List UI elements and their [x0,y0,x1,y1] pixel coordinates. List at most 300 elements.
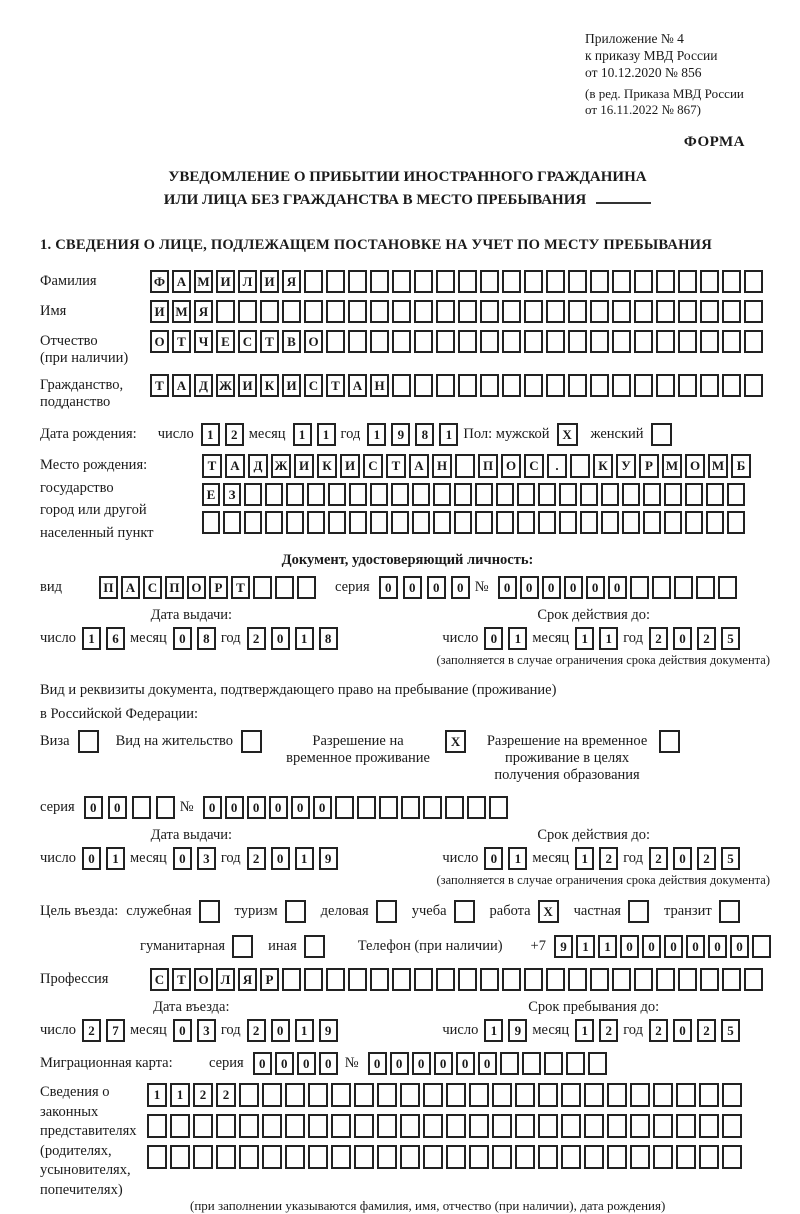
char-cell[interactable] [546,330,565,353]
char-cell[interactable]: И [294,454,314,478]
char-cell[interactable] [379,796,398,819]
char-cell[interactable] [634,374,653,397]
char-cell[interactable] [423,1083,443,1107]
char-cell[interactable] [414,968,433,991]
char-cell[interactable] [455,454,475,478]
char-cell[interactable] [223,511,241,534]
char-cell[interactable]: 1 [317,423,336,446]
char-cell[interactable] [328,483,346,506]
char-cell[interactable]: 1 [575,627,594,650]
char-cell[interactable] [538,1145,558,1169]
char-cell[interactable] [744,374,763,397]
char-cell[interactable]: 0 [520,576,539,599]
char-cell[interactable] [454,483,472,506]
char-cell[interactable] [326,270,345,293]
char-cell[interactable] [727,483,745,506]
char-cell[interactable]: О [304,330,323,353]
char-cell[interactable] [391,483,409,506]
char-cell[interactable]: 2 [697,847,716,870]
char-cell[interactable]: А [348,374,367,397]
char-cell[interactable]: . [547,454,567,478]
char-cell[interactable]: 0 [412,1052,431,1075]
char-cell[interactable] [458,300,477,323]
char-cell[interactable] [193,1114,213,1138]
char-cell[interactable] [132,796,151,819]
char-cell[interactable] [414,374,433,397]
char-cell[interactable] [696,576,715,599]
residence-permit-checkbox[interactable] [241,730,262,753]
char-cell[interactable] [568,330,587,353]
char-cell[interactable] [643,511,661,534]
char-cell[interactable]: 8 [415,423,434,446]
char-cell[interactable] [392,374,411,397]
char-cell[interactable] [678,330,697,353]
char-cell[interactable]: Л [238,270,257,293]
char-cell[interactable]: 0 [608,576,627,599]
char-cell[interactable]: 0 [427,576,446,599]
char-cell[interactable] [678,300,697,323]
char-cell[interactable] [515,1083,535,1107]
char-cell[interactable]: 2 [649,627,668,650]
char-cell[interactable] [700,968,719,991]
char-cell[interactable] [678,374,697,397]
char-cell[interactable] [612,330,631,353]
char-cell[interactable]: Р [639,454,659,478]
char-cell[interactable]: 0 [313,796,332,819]
char-cell[interactable] [193,1145,213,1169]
char-cell[interactable] [502,374,521,397]
char-cell[interactable] [722,1114,742,1138]
char-cell[interactable] [664,511,682,534]
char-cell[interactable]: 0 [664,935,683,958]
char-cell[interactable] [348,300,367,323]
char-cell[interactable] [524,270,543,293]
char-cell[interactable] [524,374,543,397]
char-cell[interactable] [634,300,653,323]
char-cell[interactable]: Е [202,483,220,506]
char-cell[interactable]: Т [386,454,406,478]
char-cell[interactable]: Я [282,270,301,293]
char-cell[interactable] [744,330,763,353]
char-cell[interactable]: 9 [391,423,410,446]
char-cell[interactable] [676,1083,696,1107]
char-cell[interactable] [392,968,411,991]
char-cell[interactable] [656,330,675,353]
char-cell[interactable] [722,300,741,323]
char-cell[interactable] [676,1145,696,1169]
char-cell[interactable]: А [172,270,191,293]
char-cell[interactable]: Т [172,968,191,991]
char-cell[interactable] [436,330,455,353]
char-cell[interactable]: 0 [484,847,503,870]
char-cell[interactable] [370,511,388,534]
char-cell[interactable]: Ф [150,270,169,293]
char-cell[interactable] [285,1114,305,1138]
char-cell[interactable]: П [478,454,498,478]
char-cell[interactable] [400,1083,420,1107]
char-cell[interactable] [348,968,367,991]
char-cell[interactable] [331,1114,351,1138]
char-cell[interactable] [538,1083,558,1107]
char-cell[interactable]: 0 [708,935,727,958]
char-cell[interactable]: 0 [686,935,705,958]
char-cell[interactable]: 0 [478,1052,497,1075]
char-cell[interactable]: 5 [721,847,740,870]
char-cell[interactable] [566,1052,585,1075]
char-cell[interactable] [238,300,257,323]
char-cell[interactable] [653,1114,673,1138]
char-cell[interactable] [656,270,675,293]
char-cell[interactable] [282,968,301,991]
char-cell[interactable] [590,374,609,397]
char-cell[interactable] [607,1114,627,1138]
char-cell[interactable] [335,796,354,819]
char-cell[interactable] [700,374,719,397]
char-cell[interactable] [354,1083,374,1107]
char-cell[interactable]: М [662,454,682,478]
char-cell[interactable] [326,968,345,991]
char-cell[interactable] [423,1114,443,1138]
char-cell[interactable] [568,968,587,991]
char-cell[interactable]: 0 [291,796,310,819]
char-cell[interactable] [699,1114,719,1138]
char-cell[interactable] [392,330,411,353]
char-cell[interactable] [502,300,521,323]
char-cell[interactable]: 0 [620,935,639,958]
char-cell[interactable]: М [172,300,191,323]
char-cell[interactable] [423,1145,443,1169]
char-cell[interactable] [331,1145,351,1169]
char-cell[interactable]: 0 [379,576,398,599]
private-checkbox[interactable] [628,900,649,923]
char-cell[interactable] [568,374,587,397]
char-cell[interactable] [700,330,719,353]
char-cell[interactable] [590,300,609,323]
char-cell[interactable]: С [150,968,169,991]
char-cell[interactable] [722,374,741,397]
char-cell[interactable]: 0 [456,1052,475,1075]
char-cell[interactable]: П [165,576,184,599]
char-cell[interactable]: 0 [108,796,127,819]
char-cell[interactable]: 1 [170,1083,190,1107]
char-cell[interactable]: 0 [730,935,749,958]
char-cell[interactable]: 1 [508,627,527,650]
char-cell[interactable] [391,511,409,534]
char-cell[interactable] [517,483,535,506]
char-cell[interactable]: С [524,454,544,478]
char-cell[interactable]: 0 [542,576,561,599]
char-cell[interactable]: Я [194,300,213,323]
char-cell[interactable]: К [317,454,337,478]
char-cell[interactable] [433,483,451,506]
char-cell[interactable]: М [708,454,728,478]
char-cell[interactable] [147,1114,167,1138]
char-cell[interactable] [706,511,724,534]
char-cell[interactable] [469,1114,489,1138]
char-cell[interactable]: 0 [368,1052,387,1075]
char-cell[interactable] [546,300,565,323]
char-cell[interactable] [469,1083,489,1107]
char-cell[interactable] [538,511,556,534]
char-cell[interactable]: 0 [173,1019,192,1042]
char-cell[interactable]: Н [432,454,452,478]
char-cell[interactable] [304,300,323,323]
char-cell[interactable]: Д [248,454,268,478]
char-cell[interactable]: 2 [247,1019,266,1042]
char-cell[interactable]: О [187,576,206,599]
char-cell[interactable] [718,576,737,599]
char-cell[interactable] [601,511,619,534]
char-cell[interactable] [265,483,283,506]
char-cell[interactable]: А [172,374,191,397]
char-cell[interactable] [744,300,763,323]
char-cell[interactable] [377,1145,397,1169]
char-cell[interactable]: Б [731,454,751,478]
char-cell[interactable] [744,270,763,293]
char-cell[interactable]: 1 [367,423,386,446]
char-cell[interactable] [216,1145,236,1169]
char-cell[interactable] [307,511,325,534]
char-cell[interactable]: 2 [216,1083,236,1107]
char-cell[interactable] [502,330,521,353]
char-cell[interactable] [307,483,325,506]
char-cell[interactable] [634,270,653,293]
char-cell[interactable] [370,483,388,506]
char-cell[interactable]: З [223,483,241,506]
char-cell[interactable]: 2 [649,1019,668,1042]
char-cell[interactable] [674,576,693,599]
char-cell[interactable] [590,968,609,991]
char-cell[interactable]: 1 [508,847,527,870]
char-cell[interactable] [304,270,323,293]
char-cell[interactable]: И [260,270,279,293]
char-cell[interactable] [308,1145,328,1169]
char-cell[interactable] [584,1114,604,1138]
char-cell[interactable]: 3 [197,847,216,870]
char-cell[interactable] [722,1145,742,1169]
char-cell[interactable] [622,511,640,534]
char-cell[interactable] [412,511,430,534]
char-cell[interactable]: 8 [197,627,216,650]
char-cell[interactable] [331,1083,351,1107]
char-cell[interactable] [607,1083,627,1107]
char-cell[interactable] [308,1083,328,1107]
char-cell[interactable]: 0 [673,847,692,870]
char-cell[interactable] [286,511,304,534]
char-cell[interactable] [722,270,741,293]
char-cell[interactable]: С [304,374,323,397]
char-cell[interactable] [612,374,631,397]
char-cell[interactable] [480,330,499,353]
char-cell[interactable]: 1 [295,847,314,870]
char-cell[interactable] [216,300,235,323]
char-cell[interactable] [285,1145,305,1169]
char-cell[interactable] [469,1145,489,1169]
char-cell[interactable]: 0 [253,1052,272,1075]
char-cell[interactable] [570,454,590,478]
char-cell[interactable]: М [194,270,213,293]
char-cell[interactable] [546,374,565,397]
char-cell[interactable] [400,1114,420,1138]
char-cell[interactable]: 0 [247,796,266,819]
char-cell[interactable]: 5 [721,1019,740,1042]
char-cell[interactable] [414,300,433,323]
char-cell[interactable]: 0 [434,1052,453,1075]
char-cell[interactable]: 0 [269,796,288,819]
char-cell[interactable] [580,483,598,506]
char-cell[interactable]: 0 [271,847,290,870]
char-cell[interactable]: Р [260,968,279,991]
char-cell[interactable] [500,1052,519,1075]
char-cell[interactable]: 9 [319,847,338,870]
char-cell[interactable] [517,511,535,534]
humanitarian-checkbox[interactable] [232,935,253,958]
char-cell[interactable] [699,1145,719,1169]
char-cell[interactable] [502,270,521,293]
char-cell[interactable] [282,300,301,323]
char-cell[interactable]: 6 [106,627,125,650]
char-cell[interactable]: О [501,454,521,478]
char-cell[interactable]: 0 [82,847,101,870]
char-cell[interactable]: 1 [575,847,594,870]
char-cell[interactable] [202,511,220,534]
char-cell[interactable] [308,1114,328,1138]
char-cell[interactable] [700,270,719,293]
char-cell[interactable] [496,511,514,534]
char-cell[interactable]: Т [172,330,191,353]
char-cell[interactable] [480,300,499,323]
char-cell[interactable]: Т [202,454,222,478]
char-cell[interactable]: 1 [106,847,125,870]
char-cell[interactable] [515,1145,535,1169]
char-cell[interactable]: 0 [586,576,605,599]
char-cell[interactable]: Н [370,374,389,397]
char-cell[interactable] [458,968,477,991]
char-cell[interactable]: 2 [193,1083,213,1107]
char-cell[interactable]: 1 [598,935,617,958]
char-cell[interactable]: 2 [649,847,668,870]
char-cell[interactable] [652,576,671,599]
char-cell[interactable] [524,330,543,353]
char-cell[interactable] [561,1145,581,1169]
char-cell[interactable]: 0 [673,627,692,650]
char-cell[interactable] [445,796,464,819]
char-cell[interactable] [546,968,565,991]
char-cell[interactable] [480,374,499,397]
char-cell[interactable]: 8 [319,627,338,650]
char-cell[interactable] [752,935,771,958]
char-cell[interactable]: 0 [390,1052,409,1075]
char-cell[interactable] [370,270,389,293]
char-cell[interactable] [433,511,451,534]
char-cell[interactable]: 9 [319,1019,338,1042]
char-cell[interactable] [502,968,521,991]
char-cell[interactable] [436,374,455,397]
char-cell[interactable] [685,511,703,534]
char-cell[interactable] [480,270,499,293]
char-cell[interactable]: Е [216,330,235,353]
char-cell[interactable] [467,796,486,819]
char-cell[interactable] [656,374,675,397]
char-cell[interactable] [244,511,262,534]
char-cell[interactable]: 0 [271,1019,290,1042]
char-cell[interactable]: Я [238,968,257,991]
char-cell[interactable]: 0 [564,576,583,599]
char-cell[interactable]: П [99,576,118,599]
char-cell[interactable]: 0 [271,627,290,650]
char-cell[interactable]: 0 [225,796,244,819]
char-cell[interactable] [458,270,477,293]
char-cell[interactable] [744,968,763,991]
char-cell[interactable] [727,511,745,534]
char-cell[interactable] [612,300,631,323]
work-checkbox[interactable]: X [538,900,559,923]
char-cell[interactable] [326,330,345,353]
char-cell[interactable] [590,330,609,353]
char-cell[interactable] [496,483,514,506]
char-cell[interactable] [436,968,455,991]
char-cell[interactable]: Ж [271,454,291,478]
char-cell[interactable] [588,1052,607,1075]
tourism-checkbox[interactable] [285,900,306,923]
char-cell[interactable] [285,1083,305,1107]
char-cell[interactable]: 3 [197,1019,216,1042]
char-cell[interactable]: О [150,330,169,353]
char-cell[interactable] [412,483,430,506]
char-cell[interactable] [524,968,543,991]
char-cell[interactable] [492,1114,512,1138]
char-cell[interactable]: 0 [275,1052,294,1075]
char-cell[interactable] [370,300,389,323]
char-cell[interactable]: А [225,454,245,478]
visa-checkbox[interactable] [78,730,99,753]
char-cell[interactable] [590,270,609,293]
char-cell[interactable] [458,374,477,397]
char-cell[interactable] [244,483,262,506]
char-cell[interactable]: 2 [697,627,716,650]
char-cell[interactable] [706,483,724,506]
char-cell[interactable] [656,968,675,991]
char-cell[interactable]: 0 [403,576,422,599]
business-checkbox[interactable] [376,900,397,923]
char-cell[interactable] [348,270,367,293]
char-cell[interactable]: 9 [554,935,573,958]
char-cell[interactable] [612,270,631,293]
char-cell[interactable] [492,1083,512,1107]
char-cell[interactable] [423,796,442,819]
char-cell[interactable] [349,483,367,506]
study-checkbox[interactable] [454,900,475,923]
char-cell[interactable] [656,300,675,323]
char-cell[interactable]: О [194,968,213,991]
char-cell[interactable]: С [143,576,162,599]
char-cell[interactable] [568,300,587,323]
char-cell[interactable] [580,511,598,534]
char-cell[interactable]: 1 [439,423,458,446]
char-cell[interactable]: 0 [484,627,503,650]
char-cell[interactable] [524,300,543,323]
char-cell[interactable] [561,1114,581,1138]
char-cell[interactable] [685,483,703,506]
char-cell[interactable]: А [409,454,429,478]
char-cell[interactable] [630,1145,650,1169]
char-cell[interactable] [559,511,577,534]
char-cell[interactable] [475,511,493,534]
char-cell[interactable] [354,1145,374,1169]
char-cell[interactable]: 2 [247,847,266,870]
char-cell[interactable] [601,483,619,506]
char-cell[interactable] [328,511,346,534]
